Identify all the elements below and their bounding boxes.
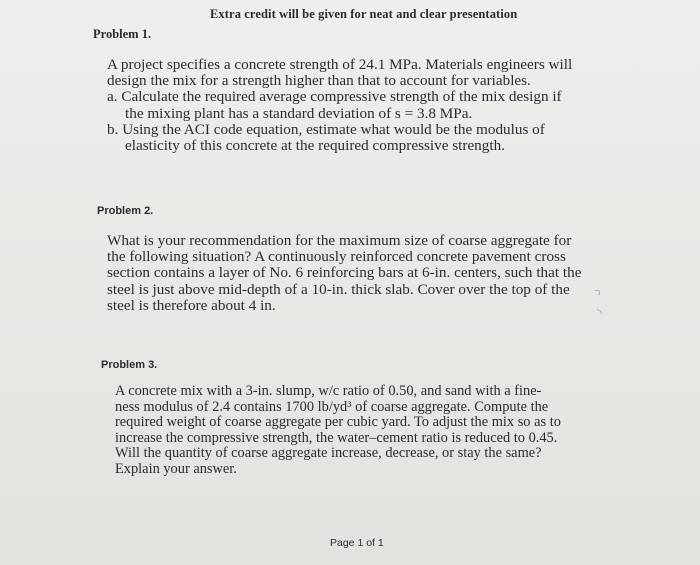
problem-2-heading: Problem 2. bbox=[97, 205, 154, 217]
problem-3-heading: Problem 3. bbox=[101, 359, 158, 371]
problem-2-line: steel is just above mid-depth of a 10-in. thick slab. Cover over the top of the bbox=[107, 280, 570, 298]
problem-1-part-a-cont: the mixing plant has a standard deviation of s = 3.8 MPa. bbox=[125, 104, 473, 122]
pen-mark-icon bbox=[586, 287, 608, 317]
problem-1-part-b: b. Using the ACI code equation, estimate what would be the modulus of bbox=[107, 120, 545, 138]
problem-2-line: steel is therefore about 4 in. bbox=[107, 296, 276, 314]
problem-3-line: required weight of coarse aggregate per cubic yard. To adjust the mix so as to bbox=[115, 414, 561, 431]
problem-1-part-a: a. Calculate the required average compressive strength of the mix design if bbox=[107, 88, 562, 106]
problem-3-line: increase the compressive strength, the water–cement ratio is reduced to 0.45. bbox=[115, 429, 558, 446]
problem-2-text bbox=[107, 233, 581, 314]
problem-3-line: ness modulus of 2.4 contains 1700 lb/yd³ of coarse aggregate. Compute the bbox=[115, 398, 549, 415]
problem-2-line: the following situation? A continuously reinforced concrete pavement cross bbox=[107, 248, 566, 266]
problem-1-line: A project specifies a concrete strength of 24.1 MPa. Materials engineers will bbox=[107, 56, 573, 73]
problem-1-heading: Problem 1. bbox=[93, 27, 152, 41]
problem-1-part-b-cont: elasticity of this concrete at the required compressive strength. bbox=[125, 137, 505, 155]
problem-3-line: Will the quantity of coarse aggregate increase, decrease, or stay the same? bbox=[115, 445, 542, 462]
problem-3-text bbox=[115, 384, 561, 478]
problem-2-line: What is your recommendation for the maximum size of coarse aggregate for bbox=[107, 232, 572, 249]
problem-1-text bbox=[107, 57, 572, 154]
page-number: Page 1 of 1 bbox=[330, 537, 384, 549]
problem-3-line: Explain your answer. bbox=[115, 460, 237, 477]
problem-3-line: A concrete mix with a 3-in. slump, w/c ratio of 0.50, and sand with a fine- bbox=[115, 383, 542, 399]
problem-2-line: section contains a layer of No. 6 reinforcing bars at 6-in. centers, such that the bbox=[107, 264, 582, 282]
problem-1-line: design the mix for a strength higher than that to account for variables. bbox=[107, 72, 531, 90]
header-note: Extra credit will be given for neat and clear presentation bbox=[210, 7, 518, 21]
